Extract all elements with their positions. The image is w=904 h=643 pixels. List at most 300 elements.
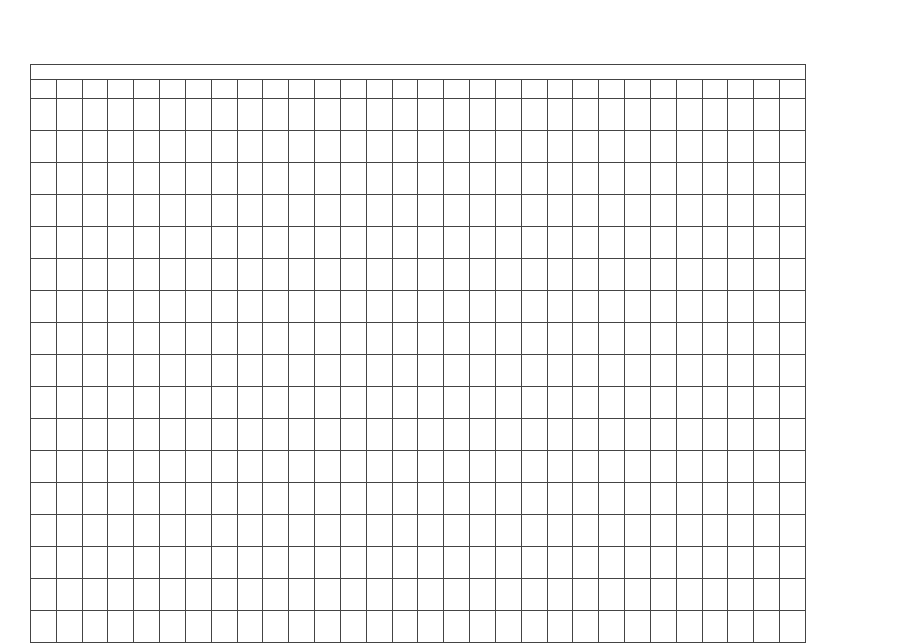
table-cell [754, 547, 780, 579]
table-cell [676, 611, 702, 643]
table-cell [444, 99, 470, 131]
table-cell [366, 579, 392, 611]
table-cell [547, 323, 573, 355]
table-cell [366, 323, 392, 355]
table-cell [676, 259, 702, 291]
table-cell [366, 195, 392, 227]
table-cell [702, 291, 728, 323]
table-cell [134, 99, 160, 131]
table-cell [650, 355, 676, 387]
table-cell [599, 195, 625, 227]
table-cell [418, 483, 444, 515]
table-cell [418, 387, 444, 419]
table-cell [780, 419, 806, 451]
table-cell [470, 483, 496, 515]
table-header-group-row [31, 65, 806, 80]
table-cell [650, 483, 676, 515]
table-cell [340, 291, 366, 323]
table-cell [134, 227, 160, 259]
table-cell [185, 259, 211, 291]
table-cell [134, 291, 160, 323]
table-cell [263, 227, 289, 259]
table-cell [211, 131, 237, 163]
table-cell [702, 259, 728, 291]
table-cell [547, 547, 573, 579]
table-cell [599, 163, 625, 195]
table-cell [289, 259, 315, 291]
table-cell [702, 99, 728, 131]
table-cell [780, 547, 806, 579]
table-cell [108, 579, 134, 611]
column-header [625, 80, 651, 99]
table-cell [82, 483, 108, 515]
table-cell [160, 323, 186, 355]
table-cell [547, 163, 573, 195]
table-cell [392, 291, 418, 323]
table-cell [392, 515, 418, 547]
table-cell [676, 515, 702, 547]
table-cell [315, 483, 341, 515]
column-header [315, 80, 341, 99]
table-cell [470, 451, 496, 483]
table-cell [521, 515, 547, 547]
table-cell [495, 131, 521, 163]
table-header-group-cell [31, 65, 806, 80]
table-cell [56, 387, 82, 419]
table-cell [702, 579, 728, 611]
table-cell [315, 99, 341, 131]
table-cell [263, 131, 289, 163]
table-cell [418, 323, 444, 355]
table-cell [521, 323, 547, 355]
table-cell [108, 451, 134, 483]
table-cell [495, 259, 521, 291]
table-cell [728, 419, 754, 451]
table-cell [315, 451, 341, 483]
table-cell [573, 291, 599, 323]
table-cell [82, 163, 108, 195]
table-cell [676, 547, 702, 579]
table-cell [392, 419, 418, 451]
table-cell [392, 355, 418, 387]
column-header [521, 80, 547, 99]
table-cell [780, 259, 806, 291]
table-cell [211, 259, 237, 291]
table-cell [237, 227, 263, 259]
table-cell [754, 451, 780, 483]
table-cell [444, 579, 470, 611]
table-cell [392, 163, 418, 195]
table-cell [366, 451, 392, 483]
table-cell [754, 259, 780, 291]
table-row [31, 227, 806, 259]
table-cell [521, 547, 547, 579]
table-cell [315, 163, 341, 195]
table-cell [521, 419, 547, 451]
table-cell [599, 291, 625, 323]
table-cell [263, 323, 289, 355]
column-header [237, 80, 263, 99]
table-cell [31, 387, 57, 419]
table-cell [366, 291, 392, 323]
table-cell [521, 387, 547, 419]
table-cell [289, 195, 315, 227]
table-cell [728, 579, 754, 611]
table-cell [82, 323, 108, 355]
table-row [31, 195, 806, 227]
column-header [82, 80, 108, 99]
table-cell [108, 547, 134, 579]
table-cell [315, 547, 341, 579]
table-cell [263, 579, 289, 611]
table-cell [289, 131, 315, 163]
table-cell [650, 227, 676, 259]
table-cell [160, 579, 186, 611]
table-cell [185, 547, 211, 579]
table-cell [56, 131, 82, 163]
table-cell [82, 611, 108, 643]
table-cell [31, 291, 57, 323]
table-cell [625, 387, 651, 419]
table-cell [444, 227, 470, 259]
table-cell [237, 387, 263, 419]
table-cell [237, 515, 263, 547]
table-cell [676, 323, 702, 355]
table-cell [108, 611, 134, 643]
table-cell [56, 547, 82, 579]
table-cell [573, 547, 599, 579]
table-cell [521, 195, 547, 227]
table-cell [82, 579, 108, 611]
table-cell [650, 611, 676, 643]
table-cell [237, 323, 263, 355]
table-cell [418, 227, 444, 259]
table-cell [728, 355, 754, 387]
table-cell [625, 163, 651, 195]
table-cell [418, 611, 444, 643]
table-cell [418, 515, 444, 547]
table-row [31, 259, 806, 291]
table-cell [676, 579, 702, 611]
table-cell [134, 355, 160, 387]
table-cell [625, 131, 651, 163]
table-cell [31, 99, 57, 131]
table-cell [211, 483, 237, 515]
table-cell [82, 355, 108, 387]
table-cell [599, 227, 625, 259]
table-cell [185, 163, 211, 195]
table-cell [56, 483, 82, 515]
table-cell [185, 579, 211, 611]
table-cell [82, 131, 108, 163]
table-cell [56, 579, 82, 611]
table-cell [263, 259, 289, 291]
table-cell [211, 451, 237, 483]
table-cell [676, 131, 702, 163]
table-cell [263, 163, 289, 195]
table-cell [211, 579, 237, 611]
table-cell [754, 387, 780, 419]
table-cell [56, 195, 82, 227]
table-cell [728, 259, 754, 291]
table-cell [495, 291, 521, 323]
table-cell [108, 195, 134, 227]
table-cell [160, 259, 186, 291]
table-cell [315, 195, 341, 227]
table-cell [625, 483, 651, 515]
table-cell [56, 227, 82, 259]
table-cell [211, 515, 237, 547]
table-cell [237, 259, 263, 291]
table-cell [340, 611, 366, 643]
table-cell [702, 131, 728, 163]
table-cell [366, 611, 392, 643]
table-cell [547, 483, 573, 515]
table-cell [211, 355, 237, 387]
table-cell [31, 483, 57, 515]
table-cell [263, 419, 289, 451]
table-cell [185, 611, 211, 643]
table-cell [728, 547, 754, 579]
table-cell [470, 419, 496, 451]
table-cell [289, 227, 315, 259]
table-row [31, 131, 806, 163]
table-cell [340, 163, 366, 195]
table-cell [599, 515, 625, 547]
table-cell [754, 323, 780, 355]
table-cell [676, 355, 702, 387]
table-cell [780, 227, 806, 259]
table-cell [82, 99, 108, 131]
table-cell [676, 387, 702, 419]
table-cell [418, 163, 444, 195]
table-cell [237, 611, 263, 643]
table-cell [599, 259, 625, 291]
table-cell [625, 419, 651, 451]
table-cell [470, 387, 496, 419]
table-cell [289, 547, 315, 579]
table-cell [573, 227, 599, 259]
table-cell [547, 387, 573, 419]
table-cell [56, 259, 82, 291]
table-cell [237, 451, 263, 483]
table-cell [134, 419, 160, 451]
table-cell [340, 579, 366, 611]
table-cell [728, 195, 754, 227]
table-cell [521, 163, 547, 195]
table-cell [108, 323, 134, 355]
table-row [31, 451, 806, 483]
table-cell [134, 611, 160, 643]
table-cell [599, 355, 625, 387]
table-cell [108, 227, 134, 259]
table-cell [676, 195, 702, 227]
table-cell [780, 195, 806, 227]
table-cell [340, 515, 366, 547]
table-cell [31, 355, 57, 387]
table-cell [211, 611, 237, 643]
table-cell [31, 227, 57, 259]
table-cell [340, 195, 366, 227]
table-cell [134, 195, 160, 227]
column-header [185, 80, 211, 99]
table-cell [444, 483, 470, 515]
column-header [31, 80, 57, 99]
table-cell [676, 419, 702, 451]
table-cell [754, 291, 780, 323]
table-cell [418, 131, 444, 163]
table-cell [495, 195, 521, 227]
column-header [289, 80, 315, 99]
table-cell [547, 131, 573, 163]
table-cell [418, 259, 444, 291]
table-cell [470, 163, 496, 195]
table-cell [625, 227, 651, 259]
table-cell [754, 483, 780, 515]
table-cell [82, 419, 108, 451]
table-cell [56, 451, 82, 483]
table-cell [237, 99, 263, 131]
table-cell [470, 355, 496, 387]
column-header [392, 80, 418, 99]
table-cell [418, 419, 444, 451]
column-header [728, 80, 754, 99]
table-cell [237, 195, 263, 227]
data-table [30, 64, 806, 643]
table-cell [650, 515, 676, 547]
table-cell [82, 195, 108, 227]
table-cell [211, 227, 237, 259]
table-cell [237, 131, 263, 163]
table-cell [31, 419, 57, 451]
table-cell [340, 451, 366, 483]
column-header [650, 80, 676, 99]
table-cell [495, 163, 521, 195]
table-cell [495, 387, 521, 419]
table-cell [780, 163, 806, 195]
table-cell [366, 387, 392, 419]
column-header [573, 80, 599, 99]
table-cell [573, 131, 599, 163]
table-cell [444, 323, 470, 355]
table-cell [780, 483, 806, 515]
table-cell [366, 419, 392, 451]
table-cell [728, 323, 754, 355]
table-cell [418, 355, 444, 387]
column-header [366, 80, 392, 99]
table-cell [547, 99, 573, 131]
table-cell [625, 515, 651, 547]
table-row [31, 579, 806, 611]
table-row [31, 355, 806, 387]
table-cell [780, 579, 806, 611]
table-cell [160, 419, 186, 451]
table-cell [56, 611, 82, 643]
table-cell [263, 483, 289, 515]
table-cell [160, 611, 186, 643]
table-row [31, 547, 806, 579]
table-cell [185, 355, 211, 387]
table-cell [160, 515, 186, 547]
table-cell [547, 195, 573, 227]
table-cell [676, 163, 702, 195]
table-cell [263, 195, 289, 227]
column-header [444, 80, 470, 99]
table-cell [728, 291, 754, 323]
table-cell [160, 227, 186, 259]
table-cell [780, 515, 806, 547]
table-cell [650, 323, 676, 355]
table-cell [702, 611, 728, 643]
table-cell [289, 579, 315, 611]
table-cell [134, 163, 160, 195]
table-cell [650, 163, 676, 195]
table-cell [754, 195, 780, 227]
table-cell [185, 291, 211, 323]
table-cell [56, 323, 82, 355]
table-row [31, 323, 806, 355]
column-header [495, 80, 521, 99]
table-cell [625, 355, 651, 387]
table-cell [547, 579, 573, 611]
table-cell [315, 291, 341, 323]
table-cell [392, 323, 418, 355]
table-cell [754, 99, 780, 131]
table-cell [702, 387, 728, 419]
table-cell [289, 291, 315, 323]
column-header [676, 80, 702, 99]
table-cell [676, 227, 702, 259]
table-header-row [31, 80, 806, 99]
table-cell [599, 451, 625, 483]
table-cell [728, 227, 754, 259]
table-cell [366, 131, 392, 163]
table-cell [392, 259, 418, 291]
table-cell [160, 195, 186, 227]
table-cell [599, 419, 625, 451]
table-cell [780, 355, 806, 387]
table-cell [160, 99, 186, 131]
table-cell [650, 291, 676, 323]
table-cell [31, 323, 57, 355]
column-header [340, 80, 366, 99]
table-cell [495, 419, 521, 451]
table-cell [444, 195, 470, 227]
table-cell [263, 611, 289, 643]
table-cell [780, 99, 806, 131]
table-cell [392, 579, 418, 611]
table-cell [31, 611, 57, 643]
table-cell [185, 99, 211, 131]
table-cell [444, 131, 470, 163]
table-cell [495, 611, 521, 643]
table-cell [185, 323, 211, 355]
table-cell [702, 195, 728, 227]
column-header [108, 80, 134, 99]
table-cell [470, 579, 496, 611]
table-cell [625, 611, 651, 643]
table-cell [108, 355, 134, 387]
table-cell [340, 387, 366, 419]
table-cell [56, 163, 82, 195]
table-cell [754, 131, 780, 163]
table-cell [366, 259, 392, 291]
table-cell [470, 131, 496, 163]
table-cell [702, 227, 728, 259]
table-cell [134, 483, 160, 515]
table-cell [444, 387, 470, 419]
table-cell [108, 515, 134, 547]
